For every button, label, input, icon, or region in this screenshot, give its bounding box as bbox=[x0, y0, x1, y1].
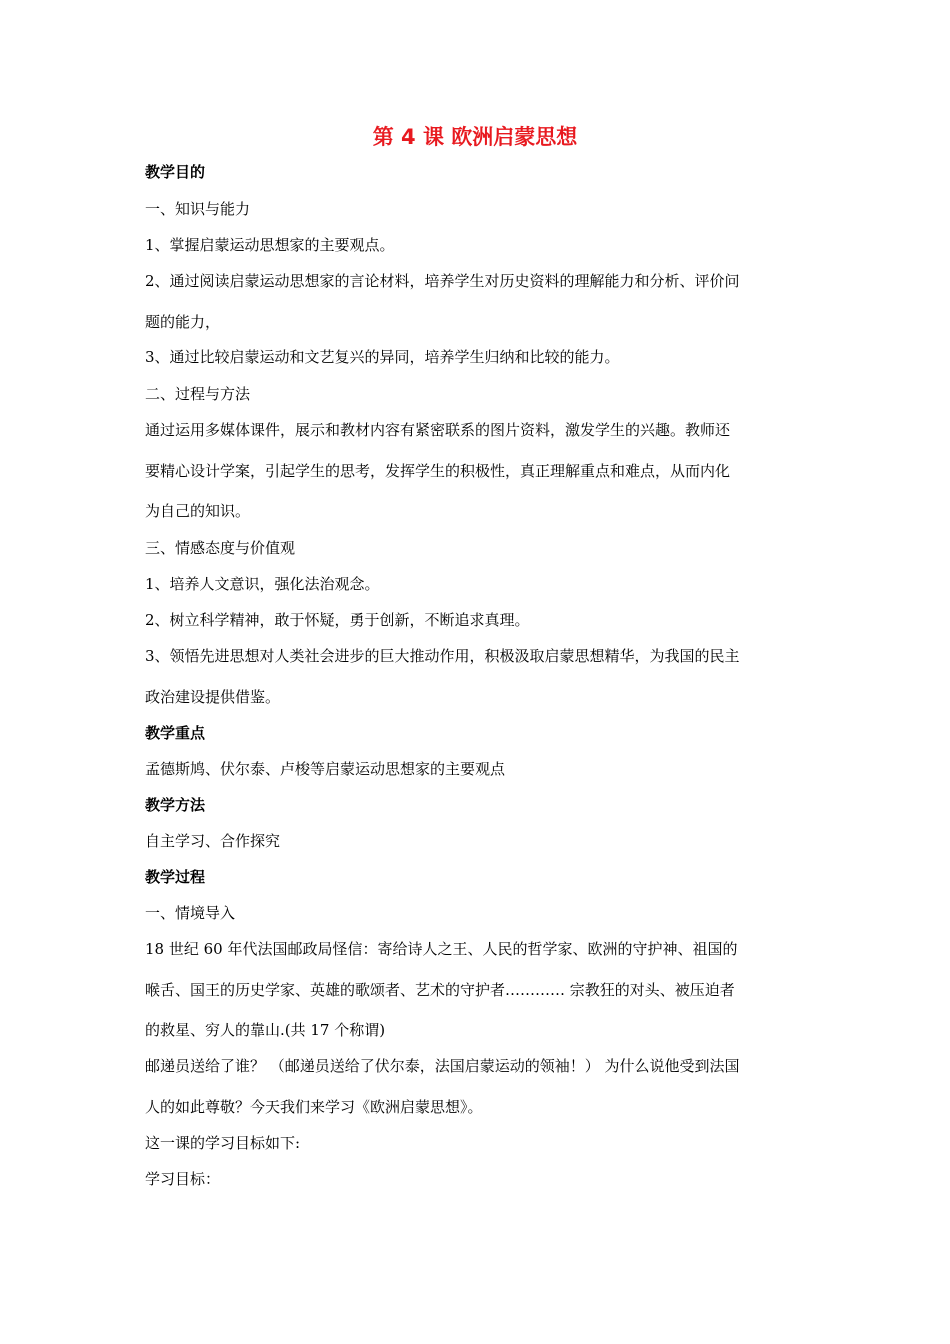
paragraph-line: 2、通过阅读启蒙运动思想家的言论材料，培养学生对历史资料的理解能力和分析、评价问 bbox=[145, 272, 740, 290]
subheading-knowledge-ability: 一、知识与能力 bbox=[145, 200, 251, 218]
paragraph-line: 1、掌握启蒙运动思想家的主要观点。 bbox=[145, 236, 395, 254]
subheading-process-method: 二、过程与方法 bbox=[145, 385, 251, 403]
paragraph-line: 人的如此尊敬？今天我们来学习《欧洲启蒙思想》。 bbox=[145, 1098, 483, 1116]
paragraph-line: 自主学习、合作探究 bbox=[145, 832, 281, 850]
paragraph-line: 政治建设提供借鉴。 bbox=[145, 688, 281, 706]
paragraph-line: 邮递员送给了谁？ （邮递员送给了伏尔泰，法国启蒙运动的领袖！） 为什么说他受到法国 bbox=[145, 1057, 740, 1075]
lesson-title: 第 4 课 欧洲启蒙思想 bbox=[372, 125, 578, 149]
paragraph-line: 孟德斯鸠、伏尔泰、卢梭等启蒙运动思想家的主要观点 bbox=[145, 760, 506, 778]
section-heading-key-points: 教学重点 bbox=[145, 724, 206, 742]
paragraph-line: 2、树立科学精神，敢于怀疑，勇于创新，不断追求真理。 bbox=[145, 611, 530, 629]
paragraph-line: 3、领悟先进思想对人类社会进步的巨大推动作用，积极汲取启蒙思想精华，为我国的民主 bbox=[145, 647, 740, 665]
paragraph-line: 1、培养人文意识，强化法治观念。 bbox=[145, 575, 380, 593]
section-heading-teaching-process: 教学过程 bbox=[145, 868, 206, 886]
paragraph-line: 的救星、穷人的靠山.(共 17 个称谓) bbox=[145, 1021, 386, 1039]
paragraph-line: 题的能力， bbox=[145, 313, 221, 331]
paragraph-line: 3、通过比较启蒙运动和文艺复兴的异同，培养学生归纳和比较的能力。 bbox=[145, 348, 620, 366]
paragraph-line: 要精心设计学案，引起学生的思考，发挥学生的积极性，真正理解重点和难点，从而内化 bbox=[145, 462, 731, 480]
section-heading-teaching-methods: 教学方法 bbox=[145, 796, 206, 814]
paragraph-line: 18 世纪 60 年代法国邮政局怪信：寄给诗人之王、人民的哲学家、欧洲的守护神、祖国的 bbox=[145, 940, 738, 958]
section-heading-teaching-goals: 教学目的 bbox=[145, 163, 206, 181]
subheading-scenario-intro: 一、情境导入 bbox=[145, 904, 236, 922]
paragraph-line: 喉舌、国王的历史学家、英雄的歌颂者、艺术的守护者………… 宗教狂的对头、被压迫者 bbox=[145, 981, 735, 999]
paragraph-line: 这一课的学习目标如下: bbox=[145, 1134, 301, 1152]
paragraph-line: 通过运用多媒体课件，展示和教材内容有紧密联系的图片资料，激发学生的兴趣。教师还 bbox=[145, 421, 731, 439]
paragraph-line: 学习目标： bbox=[145, 1170, 221, 1188]
paragraph-line: 为自己的知识。 bbox=[145, 502, 251, 520]
subheading-attitude-values: 三、情感态度与价值观 bbox=[145, 539, 296, 557]
